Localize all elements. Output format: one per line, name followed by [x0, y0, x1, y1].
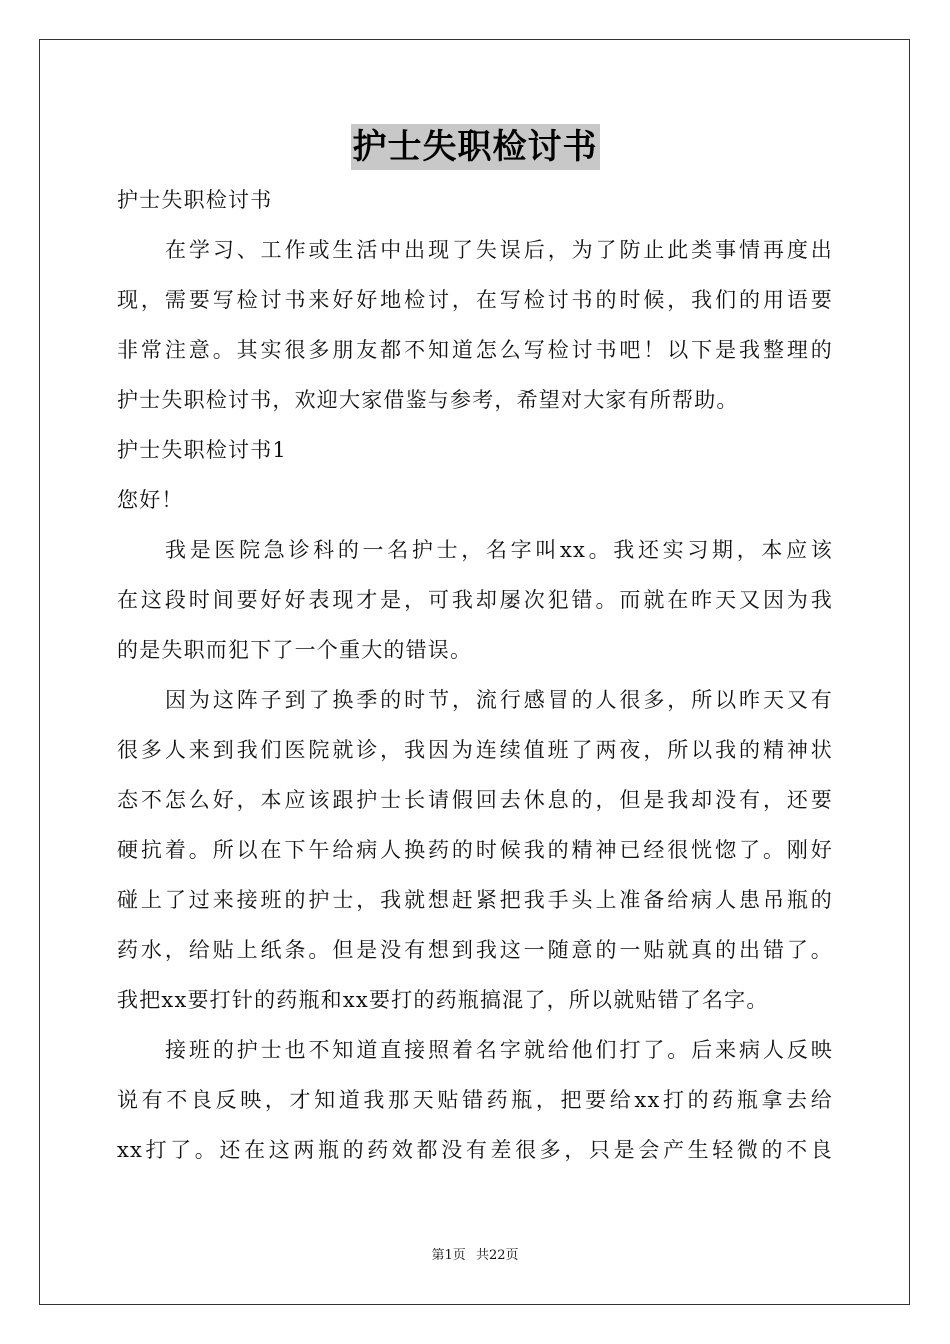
page-footer — [0, 1244, 950, 1263]
paragraph-line: 态不怎么好，本应该跟护士长请假回去休息的，但是我却没有，还要 — [117, 788, 833, 812]
paragraph-line: 护士失职检讨书，欢迎大家借鉴与参考，希望对大家有所帮助。 — [117, 388, 739, 412]
paragraph-line: 很多人来到我们医院就诊，我因为连续值班了两夜，所以我的精神状 — [117, 738, 833, 762]
paragraph-line: xx打了。还在这两瓶的药效都没有差很多，只是会产生轻微的不良 — [117, 1138, 833, 1162]
section-heading: 护士失职检讨书1 — [117, 438, 287, 462]
paragraph-line: 硬抗着。所以在下午给病人换药的时候我的精神已经很恍惚了。刚好 — [117, 838, 833, 862]
title-container — [0, 124, 950, 170]
paragraph-line: 因为这阵子到了换季的时节，流行感冒的人很多，所以昨天又有 — [165, 688, 833, 712]
paragraph-line: 我把xx要打针的药瓶和xx要打的药瓶搞混了，所以就贴错了名字。 — [117, 988, 769, 1012]
document-title: 护士失职检讨书 — [351, 124, 600, 170]
page-border — [39, 39, 910, 1305]
paragraph-line: 非常注意。其实很多朋友都不知道怎么写检讨书吧！以下是我整理的 — [117, 338, 833, 362]
paragraph-line: 药水，给贴上纸条。但是没有想到我这一随意的一贴就真的出错了。 — [117, 938, 833, 962]
paragraph-line: 在这段时间要好好表现才是，可我却屡次犯错。而就在昨天又因为我 — [117, 588, 833, 612]
subtitle: 护士失职检讨书 — [117, 188, 273, 212]
paragraph-line: 碰上了过来接班的护士，我就想赶紧把我手头上准备给病人患吊瓶的 — [117, 888, 833, 912]
paragraph-line: 说有不良反映，才知道我那天贴错药瓶，把要给xx打的药瓶拿去给 — [117, 1088, 833, 1112]
paragraph-line: 我是医院急诊科的一名护士，名字叫xx。我还实习期，本应该 — [165, 538, 833, 562]
paragraph-line: 接班的护士也不知道直接照着名字就给他们打了。后来病人反映 — [165, 1038, 833, 1062]
paragraph-line: 现，需要写检讨书来好好地检讨，在写检讨书的时候，我们的用语要 — [117, 288, 833, 312]
page-number: 第1页 — [431, 1248, 466, 1263]
greeting: 您好！ — [117, 488, 184, 512]
paragraph-line: 在学习、工作或生活中出现了失误后，为了防止此类事情再度出 — [165, 238, 833, 262]
paragraph-line: 的是失职而犯下了一个重大的错误。 — [117, 638, 473, 662]
page-total: 共22页 — [475, 1248, 519, 1263]
